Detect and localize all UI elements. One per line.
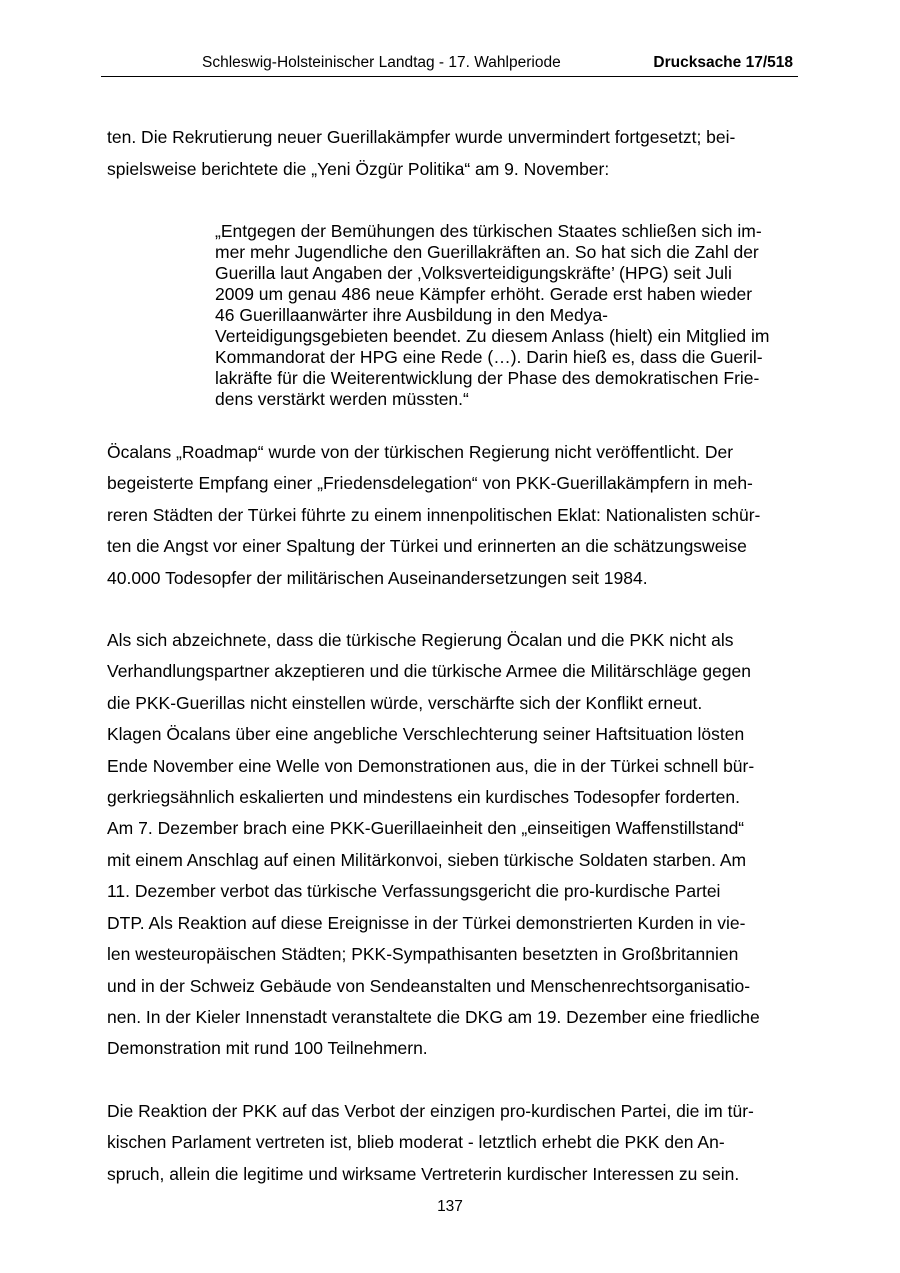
quote-line: 2009 um genau 486 neue Kämpfer erhöht. Gerade erst haben wieder [215,284,753,304]
text-line: reren Städten der Türkei führte zu einem innenpolitischen Eklat: Nationalisten schür- [107,505,761,525]
text-line: ten die Angst vor einer Spaltung der Türkei und erinnerten an die schätzungsweise [107,536,747,556]
quote-line: Verteidigungsgebieten beendet. Zu diesem Anlass (hielt) ein Mitglied im [215,326,770,346]
text-line: Ende November eine Welle von Demonstrationen aus, die in der Türkei schnell bür- [107,756,755,776]
page-header [101,52,798,77]
text-line: Klagen Öcalans über eine angebliche Verschlechterung seiner Haftsituation lösten [107,724,745,744]
quote-line: 46 Guerillaanwärter ihre Ausbildung in den Medya- [215,305,609,325]
text-line: 40.000 Todesopfer der militärischen Auseinandersetzungen seit 1984. [107,568,648,588]
quote-line: Kommandorat der HPG eine Rede (…). Darin hieß es, dass die Gueril- [215,347,763,367]
text-line: nen. In der Kieler Innenstadt veranstaltete die DKG am 19. Dezember eine friedliche [107,1007,760,1027]
text-line: gerkriegsähnlich eskalierten und mindestens ein kurdisches Todesopfer forderten. [107,787,740,807]
text-line: spruch, allein die legitime und wirksame Vertreterin kurdischer Interessen zu sein. [107,1164,740,1184]
text-line: Die Reaktion der PKK auf das Verbot der einzigen pro-kurdischen Partei, die im tür- [107,1101,754,1121]
quote-line: „Entgegen der Bemühungen des türkischen Staates schließen sich im- [215,221,762,241]
text-line: die PKK-Guerillas nicht einstellen würde, verschärfte sich der Konflikt erneut. [107,693,703,713]
text-line: mit einem Anschlag auf einen Militärkonvoi, sieben türkische Soldaten starben. Am [107,850,747,870]
text-line: Als sich abzeichnete, dass die türkische Regierung Öcalan und die PKK nicht als [107,630,734,650]
text-line: begeisterte Empfang einer „Friedensdelegation“ von PKK-Guerillakämpfern in meh- [107,473,753,493]
text-line: ten. Die Rekrutierung neuer Guerillakämpfer wurde unvermindert fortgesetzt; bei- [107,127,736,147]
text-line: Öcalans „Roadmap“ wurde von der türkischen Regierung nicht veröffentlicht. Der [107,442,734,462]
quote-line: mer mehr Jugendliche den Guerillakräften an. So hat sich die Zahl der [215,242,759,262]
quote-line: dens verstärkt werden müssten.“ [215,389,469,409]
text-line: kischen Parlament vertreten ist, blieb moderat - letztlich erhebt die PKK den An- [107,1132,725,1152]
text-line: spielsweise berichtete die „Yeni Özgür Politika“ am 9. November: [107,159,610,179]
document-reference: Drucksache 17/518 [653,54,793,71]
text-line: Demonstration mit rund 100 Teilnehmern. [107,1038,428,1058]
header-title: Schleswig-Holsteinischer Landtag - 17. Wahlperiode [202,54,561,71]
text-line: len westeuropäischen Städten; PKK-Sympathisanten besetzten in Großbritannien [107,944,739,964]
text-line: DTP. Als Reaktion auf diese Ereignisse in der Türkei demonstrierten Kurden in vie- [107,913,746,933]
text-line: Am 7. Dezember brach eine PKK-Guerillaeinheit den „einseitigen Waffenstillstand“ [107,818,745,838]
page-number: 137 [437,1198,463,1215]
quote-line: Guerilla laut Angaben der ‚Volksverteidigungskräfte’ (HPG) seit Juli [215,263,732,283]
text-line: 11. Dezember verbot das türkische Verfassungsgericht die pro-kurdische Partei [107,881,721,901]
text-line: Verhandlungspartner akzeptieren und die türkische Armee die Militärschläge gegen [107,661,752,681]
quote-line: lakräfte für die Weiterentwicklung der Phase des demokratischen Frie- [215,368,760,388]
text-line: und in der Schweiz Gebäude von Sendeanstalten und Menschenrechtsorganisatio- [107,976,751,996]
